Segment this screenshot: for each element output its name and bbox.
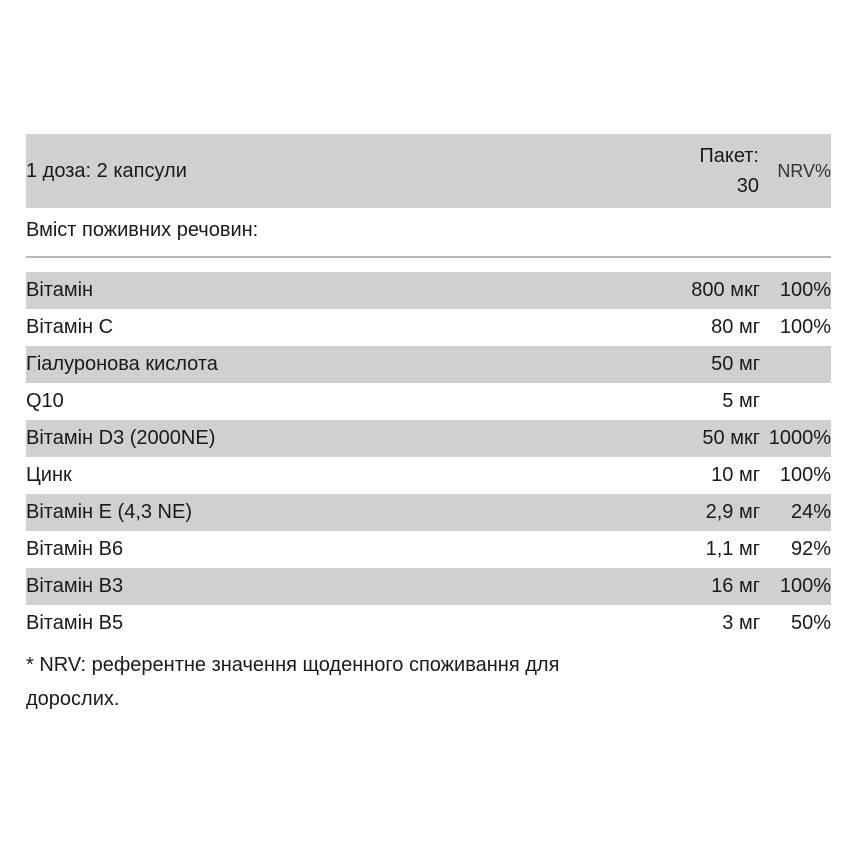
table-header: [26, 134, 831, 208]
nutrient-amount: 80 мг: [711, 316, 760, 338]
nutrient-nrv: 100%: [779, 316, 831, 338]
table-row: [26, 272, 831, 309]
table-row: [26, 309, 831, 346]
nutrient-name: Вітамін B3: [26, 575, 124, 597]
nutrient-amount: 2,9 мг: [705, 501, 760, 523]
nutrient-amount: 800 мкг: [691, 279, 760, 301]
content-heading: Вміст поживних речовин:: [26, 218, 259, 241]
nutrition-table: [26, 134, 831, 716]
divider: [26, 256, 831, 258]
pack-column-header: [629, 141, 763, 201]
nutrient-nrv: 1000%: [768, 427, 831, 449]
nutrient-amount: 5 мг: [722, 390, 760, 412]
nutrient-name: Q10: [26, 390, 64, 412]
nutrient-nrv: 100%: [779, 575, 831, 597]
nrv-column-header: NRV%: [777, 160, 831, 181]
nutrient-amount: 16 мг: [711, 575, 760, 597]
nutrient-nrv: 100%: [779, 279, 831, 301]
table-row: [26, 605, 831, 642]
nutrient-name: Гіалуронова кислота: [26, 353, 218, 375]
table-row: [26, 531, 831, 568]
nutrient-nrv: 24%: [790, 501, 831, 523]
nutrient-name: Вітамін: [26, 279, 94, 301]
table-row: [26, 457, 831, 494]
pack-value: 30: [736, 175, 759, 197]
nutrient-name: Вітамін B6: [26, 538, 124, 560]
nutrient-amount: 3 мг: [722, 612, 760, 634]
nutrient-amount: 50 мг: [711, 353, 760, 375]
nutrient-nrv: 100%: [779, 464, 831, 486]
pack-label: Пакет:: [699, 145, 759, 167]
table-row: [26, 494, 831, 531]
nrv-footnote: * NRV: референтне значення щоденного споживання для дорослих.: [26, 654, 560, 710]
nutrient-amount: 1,1 мг: [705, 538, 760, 560]
nutrient-nrv: 50%: [790, 612, 831, 634]
nutrient-name: Цинк: [26, 464, 72, 486]
nutrient-amount: 50 мкг: [702, 427, 760, 449]
nutrient-amount: 10 мг: [711, 464, 760, 486]
nutrient-name: Вітамін E (4,3 NE): [26, 501, 192, 523]
nutrient-name: Вітамін D3 (2000NE): [26, 427, 216, 449]
table-row: [26, 346, 831, 383]
dose-label: 1 доза: 2 капсули: [26, 159, 187, 182]
table-row: [26, 383, 831, 420]
nutrient-name: Вітамін C: [26, 316, 114, 338]
table-row: [26, 420, 831, 457]
nutrient-nrv: 92%: [790, 538, 831, 560]
table-row: [26, 568, 831, 605]
nutrient-name: Вітамін B5: [26, 612, 124, 634]
